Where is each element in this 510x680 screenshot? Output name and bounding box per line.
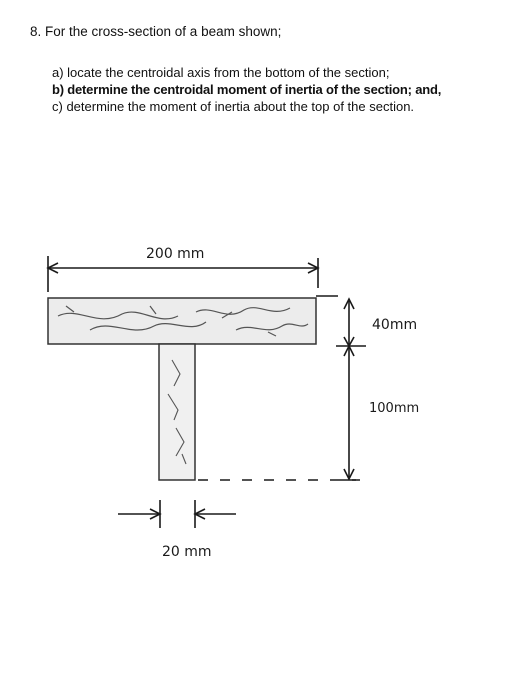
question-part-a: a) locate the centroidal axis from the bottom of the section; bbox=[52, 65, 390, 80]
question-title: 8. For the cross-section of a beam shown; bbox=[30, 24, 282, 39]
web-depth-label: 100mm bbox=[369, 401, 420, 416]
flange-width-label: 200 mm bbox=[146, 246, 205, 262]
web-width-label: 20 mm bbox=[162, 544, 212, 560]
flange bbox=[48, 298, 316, 344]
depth-dimension bbox=[336, 299, 366, 480]
flange-depth-label: 40mm bbox=[372, 317, 418, 333]
web bbox=[159, 344, 195, 480]
web-width-dimension bbox=[118, 500, 236, 528]
question-part-c: c) determine the moment of inertia about the top of the section. bbox=[52, 99, 415, 114]
question-part-b: b) determine the centroidal moment of inertia of the section; and, bbox=[52, 82, 442, 97]
